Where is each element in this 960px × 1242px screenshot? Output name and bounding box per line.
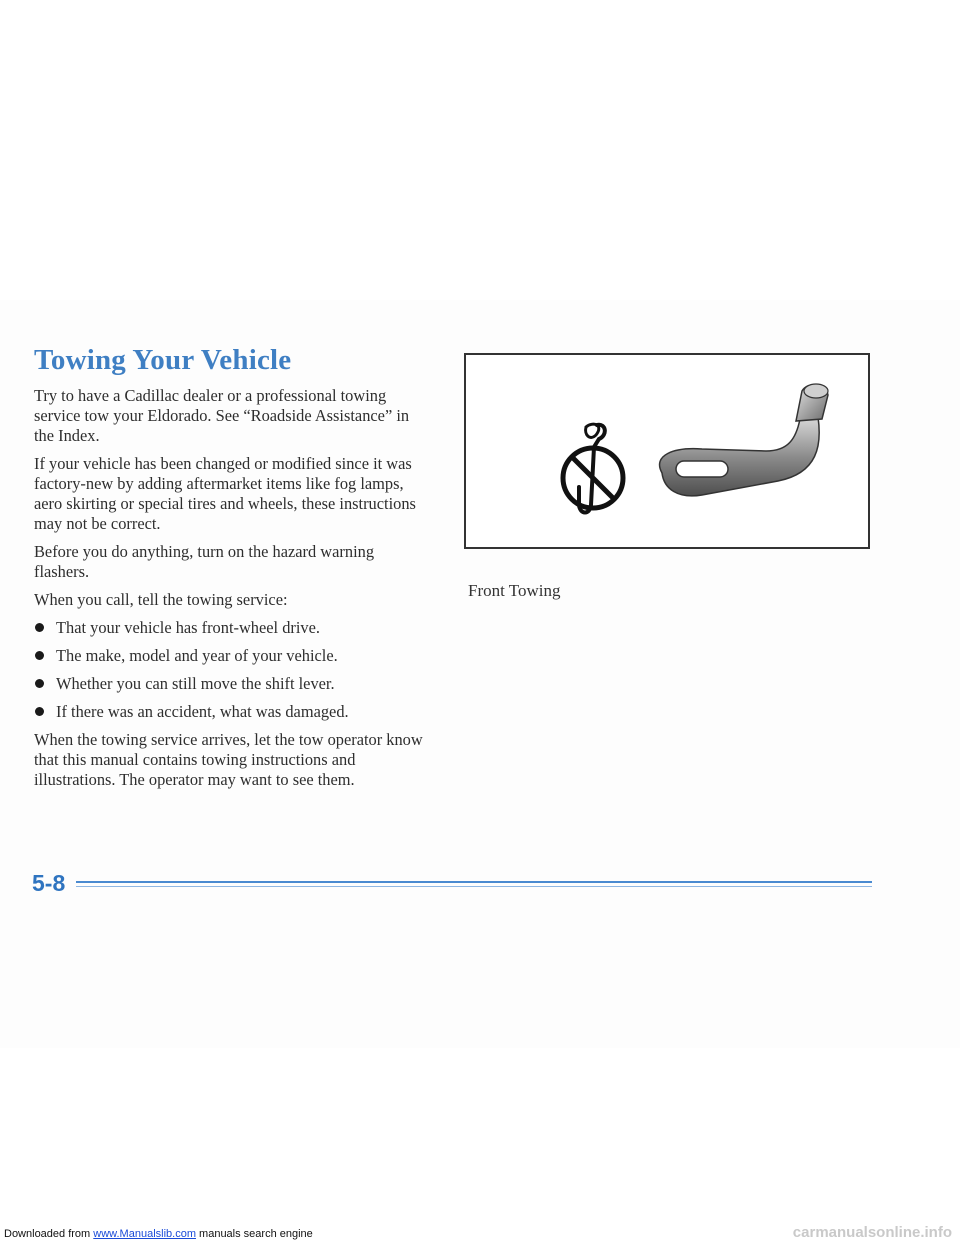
- bullet-icon: [35, 707, 44, 716]
- section-heading: Towing Your Vehicle: [34, 344, 292, 376]
- body-text-column: [34, 386, 426, 798]
- list-item: The make, model and year of your vehicle.: [34, 646, 426, 666]
- paragraph-closing: When the towing service arrives, let the tow operator know that this manual contains towing instructions and illustrations. The operator may want to see them.: [34, 730, 423, 789]
- list-item: That your vehicle has front-wheel drive.: [34, 618, 426, 638]
- illustration-svg: [466, 355, 868, 547]
- no-hook-icon: [563, 424, 623, 512]
- download-footer: Downloaded from www.Manualslib.com manuals search engine: [4, 1228, 313, 1240]
- list-item: Whether you can still move the shift lever.: [34, 674, 426, 694]
- manualslib-link[interactable]: www.Manualslib.com: [93, 1228, 196, 1240]
- bullet-icon: [35, 623, 44, 632]
- paragraph-dealer: Try to have a Cadillac dealer or a professional towing service tow your Eldorado. See “Roadside Assistance” in the Index.: [34, 386, 410, 445]
- paragraph-modified: If your vehicle has been changed or modified since it was factory-new by adding aftermarket items like fog lamps, aero skirting or special tires and wheels, these instructions may not be correct.: [34, 454, 416, 533]
- paragraph-hazard: Before you do anything, turn on the hazard warning flashers.: [34, 542, 375, 581]
- bullet-icon: [35, 679, 44, 688]
- paragraph-call: When you call, tell the towing service:: [34, 590, 288, 609]
- watermark-text: carmanualsonline.info: [792, 1224, 952, 1241]
- footer-rule: [76, 881, 872, 883]
- footer-rule-thin: [76, 886, 872, 887]
- page-number: 5-8: [32, 870, 66, 896]
- front-towing-illustration: [464, 353, 870, 549]
- figure-caption: Front Towing: [468, 581, 561, 600]
- tow-bracket-icon: [660, 384, 828, 496]
- list-item: If there was an accident, what was damaged.: [34, 702, 426, 722]
- info-list: [34, 618, 426, 722]
- bullet-icon: [35, 651, 44, 660]
